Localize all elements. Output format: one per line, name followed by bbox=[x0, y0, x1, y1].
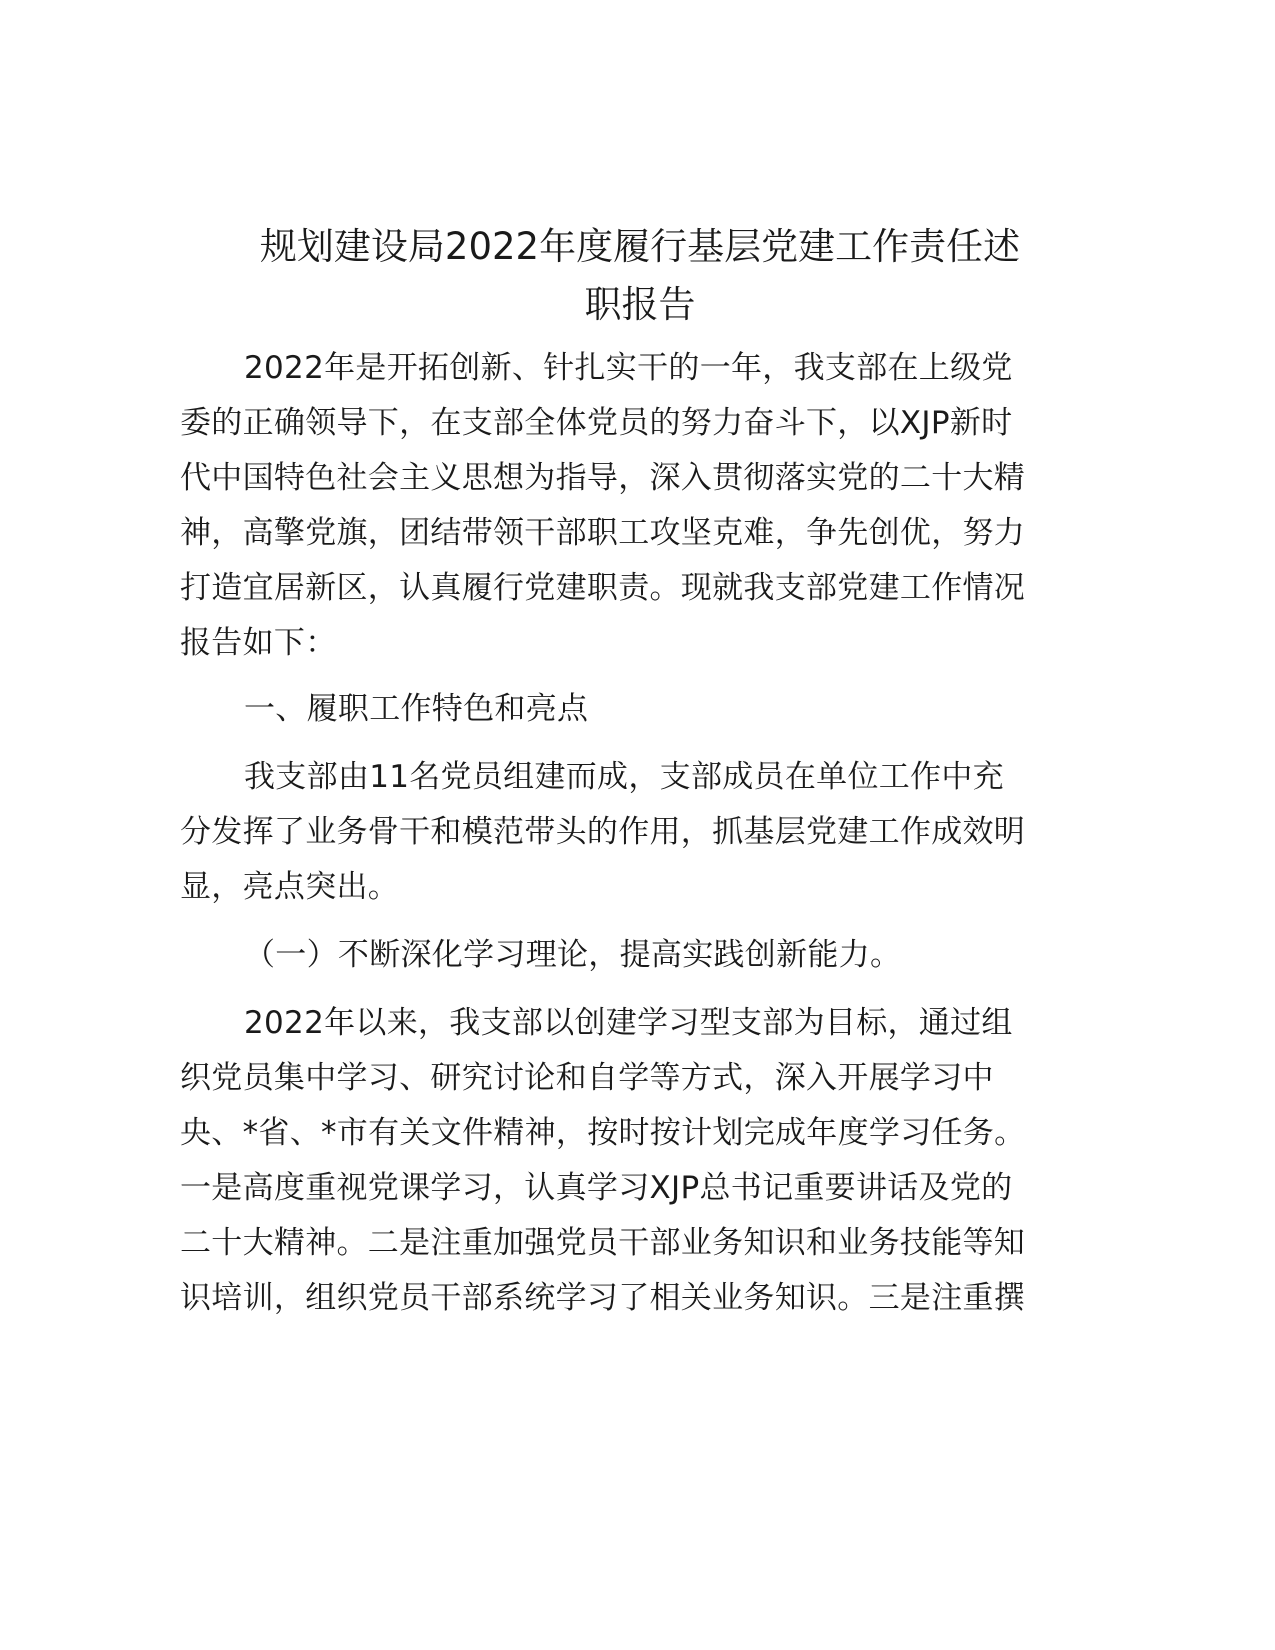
title-line: 职报告 bbox=[584, 283, 696, 326]
paragraph-line: 报告如下： bbox=[180, 625, 337, 661]
paragraph-line: 我支部由11名党员组建而成，支部成员在单位工作中充 bbox=[244, 759, 1004, 795]
paragraph-line: 2022年以来，我支部以创建学习型支部为目标，通过组 bbox=[244, 1005, 1013, 1041]
subsection-heading: （一）不断深化学习理论，提高实践创新能力。 bbox=[244, 937, 902, 973]
title-line: 规划建设局2022年度履行基层党建工作责任述 bbox=[259, 225, 1021, 268]
paragraph-line: 2022年是开拓创新、针扎实干的一年，我支部在上级党 bbox=[244, 350, 1013, 386]
paragraph-line: 一是高度重视党课学习，认真学习XJP总书记重要讲话及党的 bbox=[180, 1170, 1013, 1206]
paragraph-line: 央、*省、*市有关文件精神，按时按计划完成年度学习任务。 bbox=[180, 1115, 1026, 1151]
paragraph-line: 委的正确领导下，在支部全体党员的努力奋斗下，以XJP新时 bbox=[180, 405, 1013, 441]
paragraph-line: 二十大精神。二是注重加强党员干部业务知识和业务技能等知 bbox=[180, 1225, 1026, 1261]
paragraph-line: 识培训，组织党员干部系统学习了相关业务知识。三是注重撰 bbox=[180, 1280, 1026, 1316]
paragraph-line: 神，高擎党旗，团结带领干部职工攻坚克难，争先创优，努力 bbox=[180, 515, 1026, 551]
paragraph-line: 织党员集中学习、研究讨论和自学等方式，深入开展学习中 bbox=[180, 1060, 994, 1096]
section-heading: 一、履职工作特色和亮点 bbox=[244, 691, 589, 727]
paragraph-line: 代中国特色社会主义思想为指导，深入贯彻落实党的二十大精 bbox=[180, 460, 1026, 496]
paragraph-line: 打造宜居新区，认真履行党建职责。现就我支部党建工作情况 bbox=[180, 570, 1026, 606]
paragraph-line: 分发挥了业务骨干和模范带头的作用，抓基层党建工作成效明 bbox=[180, 814, 1026, 850]
paragraph-line: 显，亮点突出。 bbox=[180, 869, 400, 905]
document-title bbox=[180, 218, 1100, 334]
